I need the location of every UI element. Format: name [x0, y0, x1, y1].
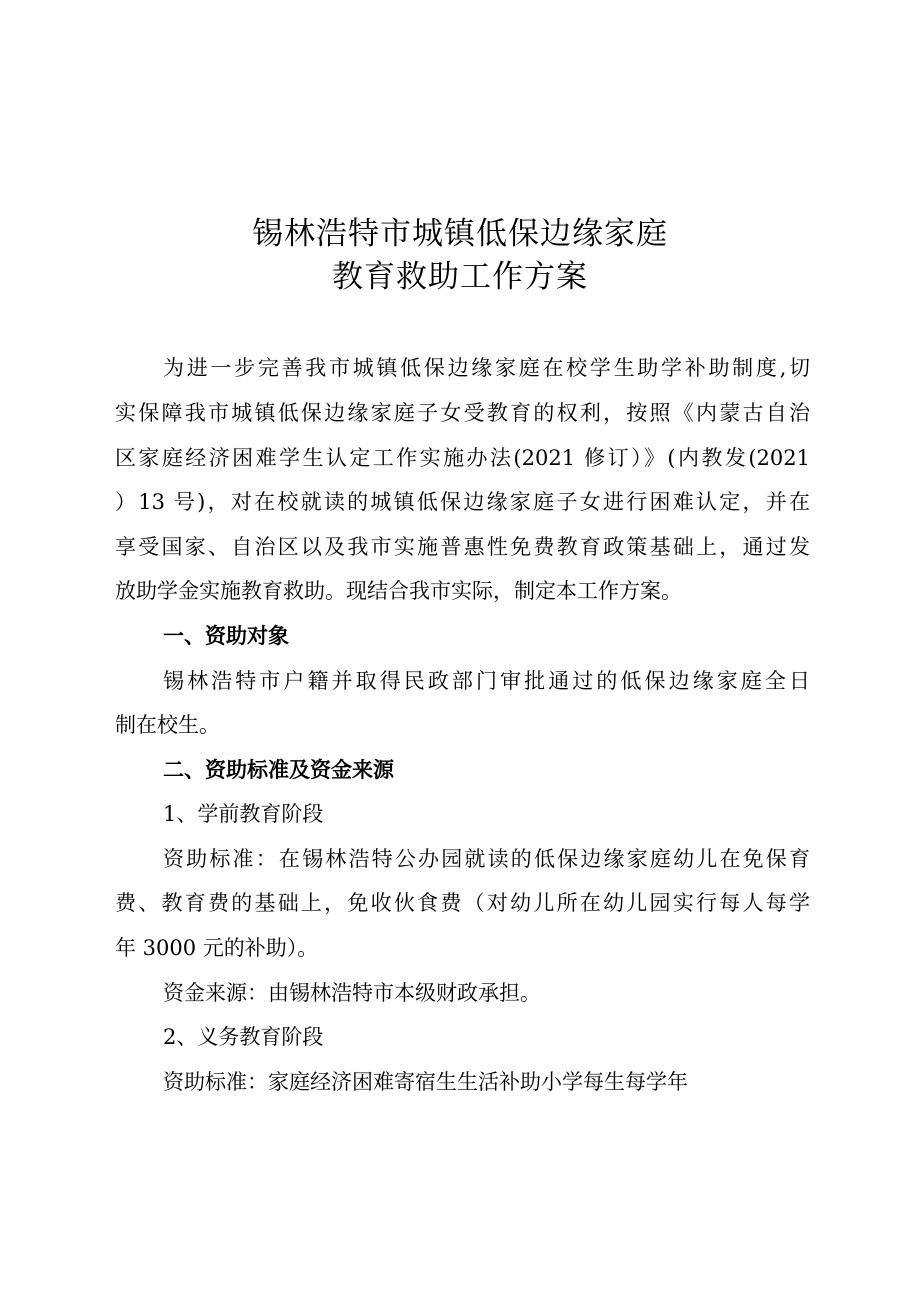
section-1-paragraph-line: 制在校生。 [115, 713, 220, 737]
subsection-1-heading: 1、学前教育阶段 [163, 802, 324, 826]
intro-paragraph-line: 享受国家、自治区以及我市实施普惠性免费教育政策基础上，通过发 [115, 535, 810, 559]
subsection-2-heading: 2、义务教育阶段 [163, 1025, 324, 1049]
subsection-1-standard-line: 年 3000 元的补助）。 [115, 936, 319, 960]
subsection-1-standard-line: 费、教育费的基础上，免收伙食费（对幼儿所在幼儿园实行每人每学 [115, 891, 810, 915]
intro-paragraph-line: ）13 号)，对在校就读的城镇低保边缘家庭子女进行困难认定，并在 [115, 490, 810, 514]
document-title-line-2: 教育救助工作方案 [332, 259, 588, 295]
subsection-2-standard-line: 资助标准：家庭经济困难寄宿生生活补助小学每生每学年 [163, 1070, 688, 1094]
document-title-line-1: 锡林浩特市城镇低保边缘家庭 [252, 216, 668, 252]
intro-paragraph-line: 区家庭经济困难学生认定工作实施办法(2021 修订）》(内教发(2021 [115, 446, 810, 470]
subsection-1-funding-line: 资金来源：由锡林浩特市本级财政承担。 [163, 981, 541, 1005]
section-2-heading: 二、资助标准及资金来源 [163, 758, 394, 782]
intro-paragraph-line: 为进一步完善我市城镇低保边缘家庭在校学生助学补助制度,切 [163, 356, 810, 380]
section-1-heading: 一、资助对象 [163, 624, 289, 648]
intro-paragraph-line: 实保障我市城镇低保边缘家庭子女受教育的权利，按照《内蒙古自治 [115, 401, 810, 425]
section-1-paragraph-line: 锡林浩特市户籍并取得民政部门审批通过的低保边缘家庭全日 [163, 669, 810, 693]
intro-paragraph-line: 放助学金实施教育救助。现结合我市实际，制定本工作方案。 [115, 579, 682, 603]
subsection-1-standard-line: 资助标准：在锡林浩特公办园就读的低保边缘家庭幼儿在免保育 [163, 847, 810, 871]
